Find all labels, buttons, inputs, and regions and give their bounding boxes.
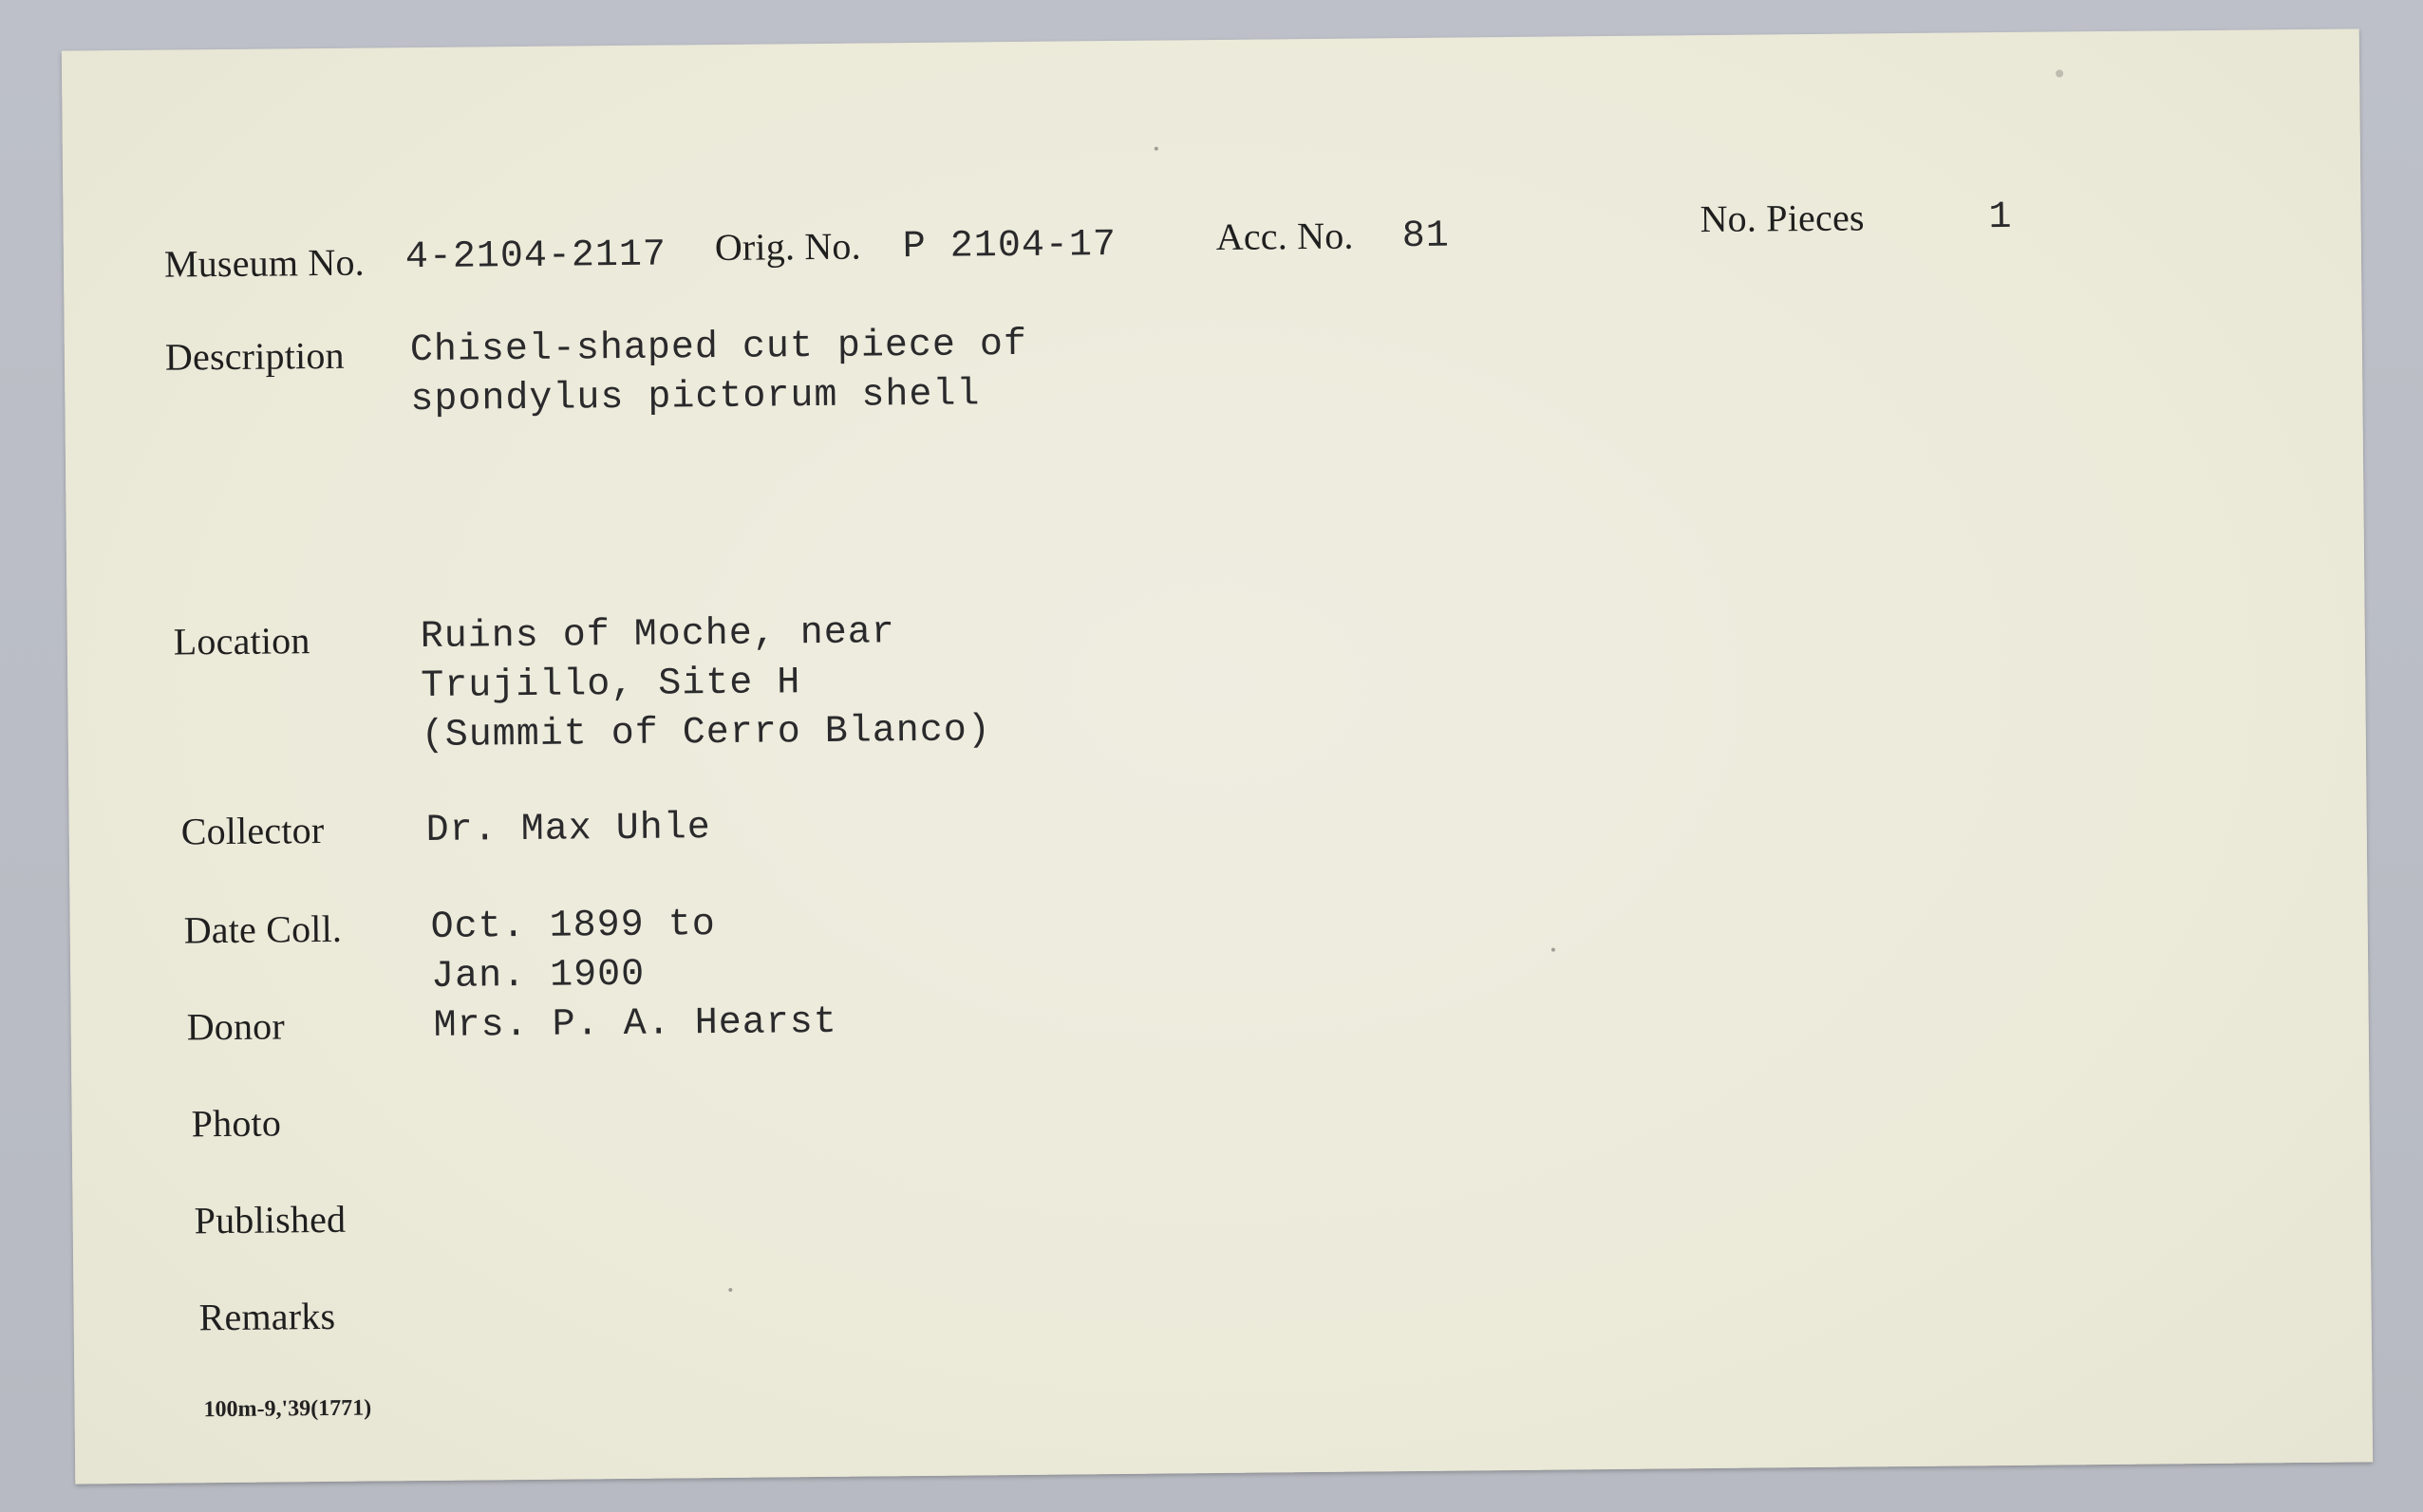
location-label: Location xyxy=(173,619,310,663)
location-line-2: Trujillo, Site H xyxy=(421,662,801,709)
remarks-label: Remarks xyxy=(198,1294,336,1339)
acc-no-value: 81 xyxy=(1401,215,1450,259)
date-coll-line-1: Oct. 1899 to xyxy=(430,904,716,949)
description-label: Description xyxy=(164,333,345,379)
description-line-2: spondylus pictorum shell xyxy=(410,373,981,422)
paper-speck xyxy=(728,1288,732,1292)
museum-no-value: 4-2104-2117 xyxy=(404,233,667,280)
form-number: 100m-9,'39(1771) xyxy=(203,1395,372,1423)
paper-speck xyxy=(1551,948,1555,952)
paper-speck xyxy=(1155,147,1158,151)
paper-speck xyxy=(2056,69,2063,77)
location-line-3: (Summit of Cerro Blanco) xyxy=(421,709,992,758)
orig-no-label: Orig. No. xyxy=(714,224,862,270)
no-pieces-value: 1 xyxy=(1988,196,2013,240)
description-line-1: Chisel-shaped cut piece of xyxy=(409,323,1028,373)
description-value xyxy=(410,321,1028,425)
donor-label: Donor xyxy=(186,1004,286,1049)
photo-label: Photo xyxy=(191,1101,282,1146)
location-line-1: Ruins of Moche, near xyxy=(420,611,896,660)
orig-no-value: P 2104-17 xyxy=(902,223,1118,270)
date-coll-value xyxy=(430,901,716,1002)
date-coll-line-2: Jan. 1900 xyxy=(430,953,646,999)
collector-label: Collector xyxy=(180,809,325,853)
date-coll-label: Date Coll. xyxy=(183,906,343,952)
museum-no-label: Museum No. xyxy=(163,240,366,286)
published-label: Published xyxy=(194,1197,347,1242)
acc-no-label: Acc. No. xyxy=(1215,214,1354,258)
collector-value: Dr. Max Uhle xyxy=(425,807,711,853)
donor-value: Mrs. P. A. Hearst xyxy=(433,1000,837,1048)
no-pieces-label: No. Pieces xyxy=(1700,196,1865,241)
location-value xyxy=(421,607,992,761)
catalog-card xyxy=(62,28,2373,1484)
